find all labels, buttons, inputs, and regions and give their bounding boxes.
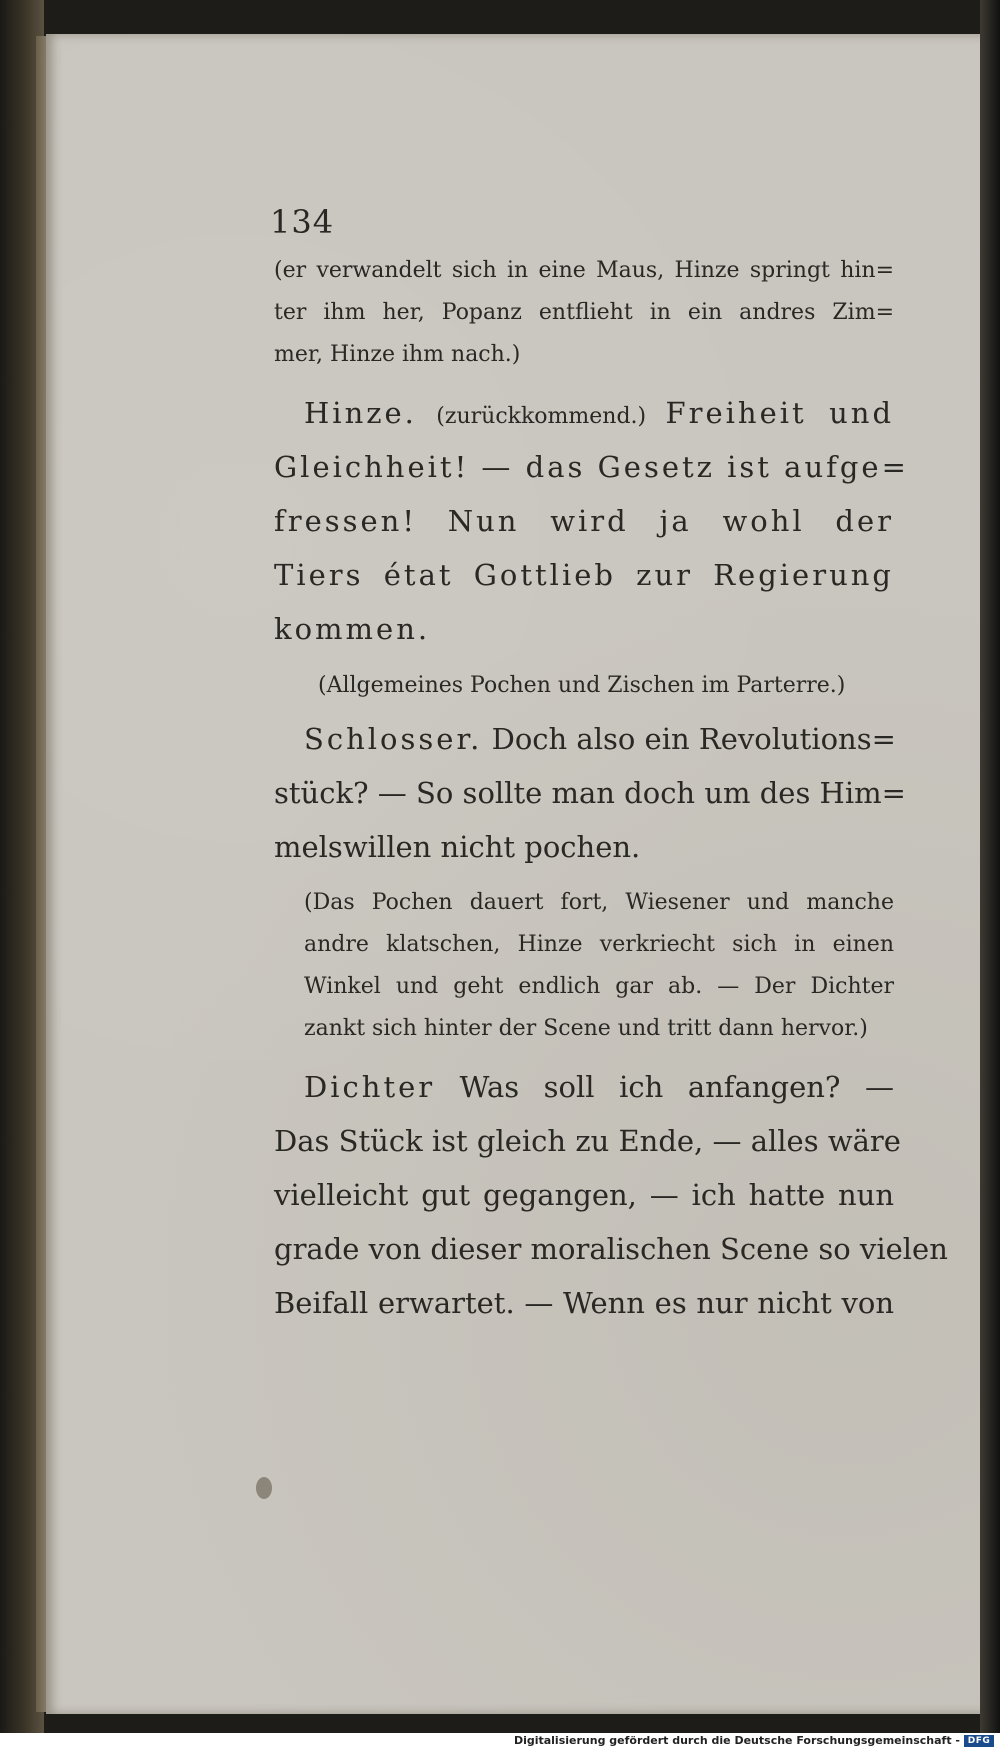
text-line: melswillen nicht pochen. (274, 830, 641, 864)
text-line: Gleichheit! — das Gesetz ist aufge= (274, 450, 909, 484)
footer-credit: Digitalisierung gefördert durch die Deutsche Forschungsgemeinschaft - (513, 1734, 960, 1747)
inline-stage-direction: (zurückkommend.) (436, 404, 647, 429)
text-line: Winkel und geht endlich gar ab. — Der Dichter (304, 974, 894, 999)
text-line: Das Stück ist gleich zu Ende, — alles wäre (274, 1124, 901, 1158)
stage-direction-2: (Allgemeines Pochen und Zischen im Parterre.) (318, 673, 846, 698)
ink-stain (256, 1477, 272, 1499)
text-line: Beifall erwartet. — Wenn es nur nicht von (274, 1286, 894, 1320)
text-line: zankt sich hinter der Scene und tritt dann hervor.) (304, 1016, 868, 1041)
speech-text: Freiheit und (665, 396, 895, 430)
text-line: ter ihm her, Popanz entflieht in ein andres Zim= (274, 300, 894, 325)
stage-direction-1 (274, 250, 894, 376)
text-line: (er verwandelt sich in eine Maus, Hinze springt hin= (274, 258, 894, 283)
speech-text: Doch also ein Revolutions= (491, 722, 896, 756)
text-line (274, 712, 894, 766)
speech-dichter (274, 1060, 948, 1330)
text-line: kommen. (274, 612, 431, 646)
speaker-name: Schlosser. (304, 722, 483, 756)
text-line: vielleicht gut gegangen, — ich hatte nun (274, 1178, 894, 1212)
speech-schlosser (274, 712, 906, 874)
speaker-name: Dichter (304, 1070, 436, 1104)
page-number: 134 (270, 203, 335, 241)
page-text (270, 200, 948, 1330)
text-line: (Das Pochen dauert fort, Wiesener und manche (304, 890, 894, 915)
text-line: andre klatschen, Hinze verkriecht sich in einen (304, 932, 894, 957)
text-line: fressen! Nun wird ja wohl der (274, 504, 894, 538)
text-line: mer, Hinze ihm nach.) (274, 342, 521, 367)
text-line (274, 1060, 894, 1114)
stage-direction-3 (274, 882, 894, 1050)
speaker-name: Hinze. (304, 396, 417, 430)
dfg-logo-icon: DFG (964, 1735, 994, 1747)
text-line: Tiers état Gottlieb zur Regierung (274, 558, 894, 592)
text-line: grade von dieser moralischen Scene so vielen (274, 1232, 948, 1266)
book-binding-right (980, 0, 1000, 1749)
text-line: stück? — So sollte man doch um des Him= (274, 776, 906, 810)
text-line (274, 386, 894, 440)
speech-hinze (274, 386, 909, 656)
speech-text: Was soll ich anfangen? — (459, 1070, 894, 1104)
